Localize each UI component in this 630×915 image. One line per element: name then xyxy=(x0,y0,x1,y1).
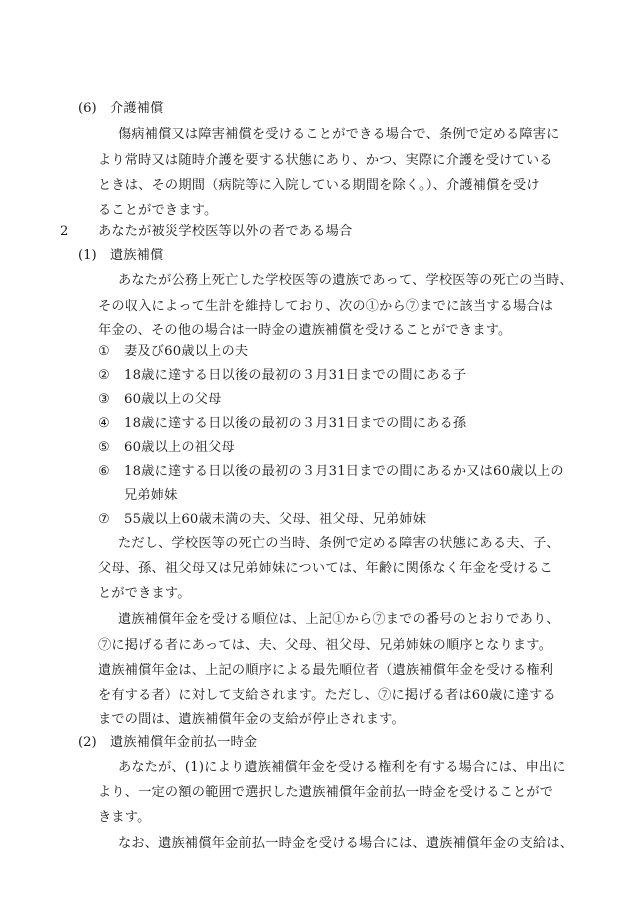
list-item: 妻及び60歳以上の夫 xyxy=(124,344,249,359)
list-item: 18歳に達する日以後の最初の３月31日までの間にある子 xyxy=(124,368,467,383)
list-item: 55歳以上60歳未満の夫、父母、祖父母、兄弟姉妹 xyxy=(124,512,427,527)
section-number: (6) xyxy=(78,101,97,116)
list-item: 60歳以上の父母 xyxy=(124,392,222,407)
paragraph-line: ⑦に掲げる者にあっては、夫、父母、祖父母、兄弟姉妹の順序となります。 xyxy=(98,638,552,653)
list-item: 18歳に達する日以後の最初の３月31日までの間にある孫 xyxy=(124,416,467,431)
paragraph-line: 傷病補償又は障害補償を受けることができる場合で、条例で定める障害に xyxy=(118,127,560,142)
list-item-continuation: 兄弟姉妹 xyxy=(124,488,178,503)
paragraph-line: ることができます。 xyxy=(98,203,218,218)
list-item-mark: ⑦ xyxy=(98,512,110,527)
paragraph-line: を有する者）に対して支給されます。ただし、⑦に掲げる者は60歳に達する xyxy=(98,688,556,703)
list-item-mark: ⑥ xyxy=(98,464,110,479)
paragraph-line: 遺族補償年金を受ける順位は、上記①から⑦までの番号のとおりであり、 xyxy=(118,612,560,627)
list-item-mark: ① xyxy=(98,344,110,359)
section-heading: 介護補償 xyxy=(110,101,164,116)
paragraph-line: きます。 xyxy=(98,810,151,825)
paragraph-line: より、一定の額の範囲で選択した遺族補償年金前払一時金を受けることがで xyxy=(98,785,554,800)
paragraph-line: より常時又は随時介護を要する状態にあり、かつ、実際に介護を受けている xyxy=(98,153,553,168)
list-item: 18歳に達する日以後の最初の３月31日までの間にあるか又は60歳以上の xyxy=(124,464,564,479)
section-number: (2) xyxy=(78,735,97,750)
list-item-mark: ② xyxy=(98,368,110,383)
list-item: 60歳以上の祖父母 xyxy=(124,440,235,455)
paragraph-line: あなたが、(1)により遺族補償年金を受ける権利を有する場合には、申出に xyxy=(118,760,566,775)
paragraph-line: ただし、学校医等の死亡の当時、条例で定める障害の状態にある夫、子、 xyxy=(118,536,560,551)
paragraph-line: ときは、その期間（病院等に入院している期間を除く。）、介護補償を受け xyxy=(98,178,540,193)
list-item-mark: ⑤ xyxy=(98,440,110,455)
paragraph-line: なお、遺族補償年金前払一時金を受ける場合には、遺族補償年金の支給は、 xyxy=(118,836,574,851)
part-heading: あなたが被災学校医等以外の者である場合 xyxy=(98,224,353,239)
paragraph-line: 父母、孫、祖父母又は兄弟姉妹については、年齢に関係なく年金を受けるこ xyxy=(98,561,553,576)
section-number: (1) xyxy=(78,248,97,263)
paragraph-line: とができます。 xyxy=(98,586,191,601)
paragraph-line: までの間は、遺族補償年金の支給が停止されます。 xyxy=(98,712,405,727)
section-heading: 遺族補償年金前払一時金 xyxy=(110,735,258,750)
paragraph-line: あなたが公務上死亡した学校医等の遺族であって、学校医等の死亡の当時、 xyxy=(118,273,573,288)
paragraph-line: 年金の、その他の場合は一時金の遺族補償を受けることができます。 xyxy=(98,323,512,338)
paragraph-line: その収入によって生計を維持しており、次の①から⑦までに該当する場合は xyxy=(98,299,554,314)
list-item-mark: ④ xyxy=(98,416,110,431)
paragraph-line: 遺族補償年金は、上記の順序による最先順位者（遺族補償年金を受ける権利 xyxy=(98,663,554,678)
section-heading: 遺族補償 xyxy=(110,248,164,263)
part-number: 2 xyxy=(60,224,69,239)
list-item-mark: ③ xyxy=(98,392,110,407)
